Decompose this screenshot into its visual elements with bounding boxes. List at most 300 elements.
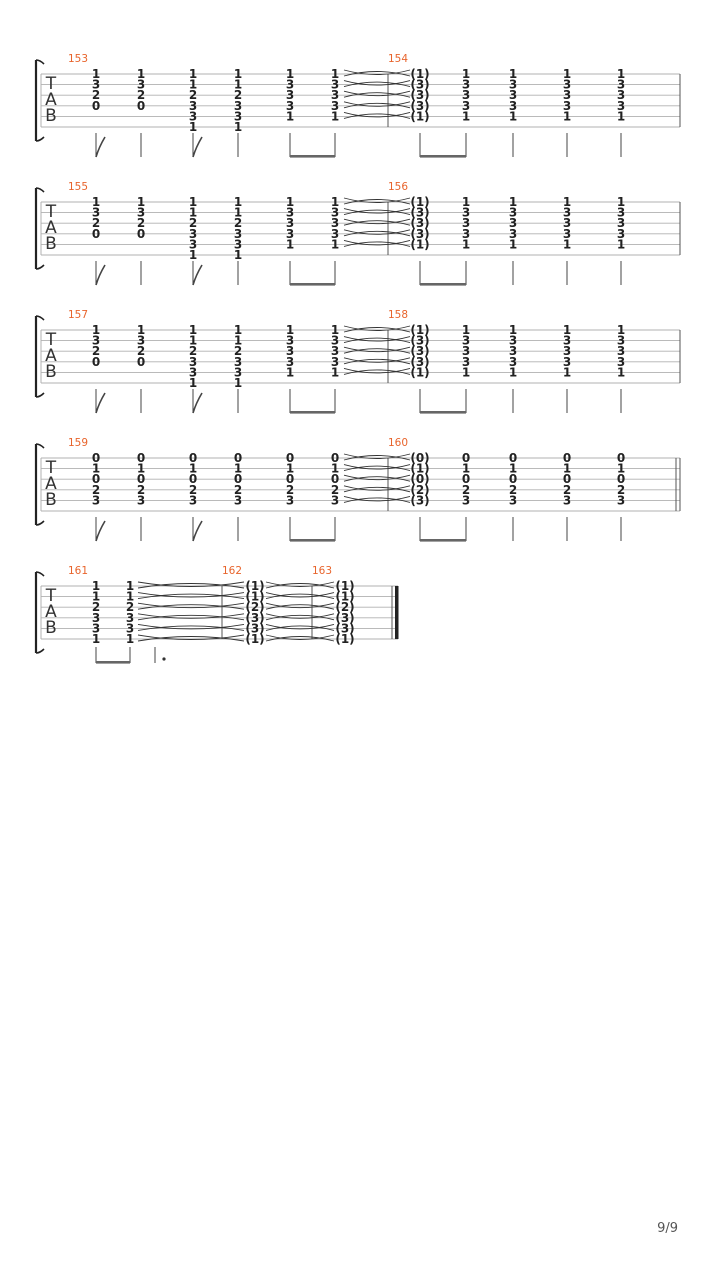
fret-number: 1 — [616, 109, 626, 124]
fret-number: 2 — [188, 482, 198, 497]
fret-number: 3 — [508, 333, 518, 348]
rhythm-beam — [420, 283, 466, 286]
fret-number: (3) — [335, 621, 355, 636]
rhythm-beam — [290, 283, 335, 286]
rhythm-beam — [96, 661, 130, 664]
fret-number: 2 — [616, 482, 626, 497]
fret-number: (1) — [335, 589, 355, 604]
fret-number: 0 — [91, 226, 101, 241]
fret-number: 3 — [616, 98, 626, 113]
bracket-bottom-hook — [36, 521, 44, 525]
fret-number: (2) — [245, 600, 265, 615]
fret-number: 0 — [508, 451, 518, 465]
fret-number: (1) — [335, 579, 355, 593]
fret-number: 3 — [616, 344, 626, 359]
fret-number: (3) — [410, 344, 430, 359]
fret-number: 1 — [562, 109, 572, 124]
fret-number: 1 — [461, 67, 471, 81]
fret-number: 0 — [285, 451, 295, 465]
fret-number: 3 — [330, 354, 340, 369]
fret-number: 3 — [330, 205, 340, 220]
fret-number: 3 — [616, 493, 626, 508]
fret-number: (2) — [335, 600, 355, 615]
fret-number: (3) — [410, 88, 430, 103]
fret-number: 2 — [91, 600, 101, 615]
fret-number: 2 — [91, 216, 101, 231]
final-barline — [395, 586, 399, 639]
fret-number: 1 — [91, 195, 101, 209]
fret-number: 1 — [233, 120, 243, 134]
fret-number: 1 — [91, 323, 101, 337]
fret-number: 0 — [616, 451, 626, 465]
fret-number: 0 — [461, 451, 471, 465]
fret-number: 3 — [461, 354, 471, 369]
fret-number: 1 — [461, 323, 471, 337]
fret-number: 3 — [330, 77, 340, 92]
fret-number: 0 — [616, 472, 626, 487]
fret-number: 3 — [285, 98, 295, 113]
fret-number: 1 — [562, 461, 572, 476]
rhythm-dot — [162, 657, 165, 660]
fret-number: 3 — [233, 365, 243, 380]
fret-number: 1 — [233, 376, 243, 390]
fret-number: 1 — [285, 195, 295, 209]
fret-number: 3 — [562, 205, 572, 220]
fret-number: 3 — [188, 226, 198, 241]
fret-number: 0 — [136, 98, 146, 113]
tab-clef-letter: B — [45, 362, 57, 382]
fret-number: 1 — [616, 195, 626, 209]
fret-number: 3 — [562, 88, 572, 103]
fret-number: 2 — [188, 344, 198, 359]
fret-number: 3 — [508, 77, 518, 92]
fret-number: 1 — [616, 237, 626, 252]
fret-number: 1 — [330, 323, 340, 337]
fret-number: 1 — [233, 323, 243, 337]
measure-number: 161 — [68, 565, 89, 577]
fret-number: 3 — [188, 365, 198, 380]
measure-number: 157 — [68, 309, 89, 321]
fret-number: 1 — [562, 323, 572, 337]
fret-number: 1 — [285, 461, 295, 476]
fret-number: 1 — [136, 461, 146, 476]
fret-number: 0 — [330, 472, 340, 487]
rhythm-flag — [193, 137, 202, 157]
fret-number: 3 — [285, 493, 295, 508]
fret-number: 1 — [616, 323, 626, 337]
fret-number: 3 — [562, 354, 572, 369]
bracket-top-hook — [36, 572, 44, 576]
fret-number: 2 — [125, 600, 135, 615]
fret-number: 3 — [562, 493, 572, 508]
fret-number: 3 — [136, 205, 146, 220]
rhythm-beam — [420, 539, 466, 542]
fret-number: 1 — [285, 323, 295, 337]
fret-number: 3 — [616, 77, 626, 92]
fret-number: 1 — [330, 461, 340, 476]
fret-number: 0 — [91, 451, 101, 465]
fret-number: 1 — [616, 461, 626, 476]
measure-number: 162 — [222, 565, 243, 577]
tab-clef-letter: A — [45, 346, 57, 366]
rhythm-flag — [96, 521, 105, 541]
tab-clef-letter: T — [45, 330, 57, 350]
fret-number: 1 — [285, 109, 295, 124]
fret-number: 1 — [233, 461, 243, 476]
fret-number: (1) — [410, 365, 430, 380]
fret-number: (1) — [410, 67, 430, 81]
fret-number: 3 — [285, 333, 295, 348]
fret-number: 3 — [562, 333, 572, 348]
fret-number: 2 — [188, 88, 198, 103]
fret-number: 1 — [233, 67, 243, 81]
fret-number: 3 — [285, 88, 295, 103]
fret-number: 3 — [461, 493, 471, 508]
fret-number: 1 — [562, 365, 572, 380]
fret-number: 0 — [91, 98, 101, 113]
fret-number: 1 — [330, 237, 340, 252]
fret-number: 3 — [562, 77, 572, 92]
fret-number: 3 — [285, 226, 295, 241]
tab-clef-letter: T — [45, 586, 57, 606]
rhythm-flag — [96, 393, 105, 413]
fret-number: 1 — [188, 120, 198, 134]
fret-number: 1 — [285, 237, 295, 252]
fret-number: 3 — [616, 216, 626, 231]
fret-number: 1 — [233, 195, 243, 209]
fret-number: 3 — [136, 333, 146, 348]
fret-number: 2 — [136, 482, 146, 497]
fret-number: 2 — [91, 482, 101, 497]
tab-clef-letter: B — [45, 234, 57, 254]
fret-number: 0 — [562, 451, 572, 465]
tab-clef-letter: B — [45, 490, 57, 510]
fret-number: 3 — [508, 344, 518, 359]
fret-number: (3) — [410, 98, 430, 113]
fret-number: 1 — [330, 67, 340, 81]
fret-number: (1) — [410, 461, 430, 476]
fret-number: 0 — [136, 354, 146, 369]
fret-number: 3 — [562, 226, 572, 241]
rhythm-beam — [290, 411, 335, 414]
fret-number: 3 — [285, 216, 295, 231]
fret-number: 2 — [136, 344, 146, 359]
fret-number: 3 — [91, 333, 101, 348]
tab-clef-letter: T — [45, 202, 57, 222]
fret-number: 1 — [136, 323, 146, 337]
fret-number: 3 — [285, 344, 295, 359]
fret-number: (1) — [245, 632, 265, 646]
fret-number: 3 — [562, 344, 572, 359]
tab-clef-letter: B — [45, 618, 57, 638]
fret-number: 0 — [233, 451, 243, 465]
fret-number: 1 — [461, 109, 471, 124]
fret-number: 3 — [616, 88, 626, 103]
tab-clef-letter: A — [45, 90, 57, 110]
fret-number: 1 — [330, 365, 340, 380]
fret-number: 3 — [616, 333, 626, 348]
fret-number: 3 — [188, 354, 198, 369]
fret-number: 3 — [508, 216, 518, 231]
fret-number: (3) — [410, 77, 430, 92]
fret-number: 3 — [508, 205, 518, 220]
fret-number: 1 — [125, 579, 135, 593]
rhythm-flag — [193, 265, 202, 285]
fret-number: 1 — [233, 248, 243, 262]
rhythm-beam — [420, 155, 466, 158]
fret-number: 3 — [285, 205, 295, 220]
fret-number: (1) — [410, 109, 430, 124]
fret-number: 2 — [91, 344, 101, 359]
fret-number: (1) — [410, 323, 430, 337]
rhythm-flag — [96, 265, 105, 285]
fret-number: 3 — [330, 98, 340, 113]
fret-number: 2 — [508, 482, 518, 497]
fret-number: 2 — [461, 482, 471, 497]
fret-number: (0) — [410, 472, 430, 487]
fret-number: 3 — [330, 344, 340, 359]
fret-number: 1 — [508, 237, 518, 252]
fret-number: 3 — [461, 344, 471, 359]
tab-clef-letter: T — [45, 74, 57, 94]
fret-number: (0) — [410, 451, 430, 465]
fret-number: 3 — [461, 88, 471, 103]
fret-number: 1 — [562, 237, 572, 252]
fret-number: 3 — [233, 493, 243, 508]
fret-number: (3) — [410, 226, 430, 241]
fret-number: 2 — [233, 88, 243, 103]
fret-number: 3 — [91, 205, 101, 220]
bracket-top-hook — [36, 444, 44, 448]
rhythm-beam — [290, 539, 335, 542]
bracket-bottom-hook — [36, 393, 44, 397]
fret-number: 1 — [188, 195, 198, 209]
fret-number: 1 — [188, 67, 198, 81]
fret-number: 1 — [285, 67, 295, 81]
fret-number: 2 — [233, 344, 243, 359]
fret-number: 1 — [562, 195, 572, 209]
fret-number: 1 — [188, 376, 198, 390]
fret-number: 0 — [461, 472, 471, 487]
fret-number: 3 — [461, 205, 471, 220]
fret-number: 1 — [188, 323, 198, 337]
fret-number: 3 — [562, 98, 572, 113]
fret-number: 3 — [188, 98, 198, 113]
tab-clef-letter: A — [45, 218, 57, 238]
fret-number: 3 — [285, 354, 295, 369]
fret-number: 3 — [330, 333, 340, 348]
fret-number: 2 — [285, 482, 295, 497]
fret-number: 3 — [616, 226, 626, 241]
fret-number: 3 — [508, 226, 518, 241]
fret-number: 2 — [188, 216, 198, 231]
fret-number: 1 — [91, 632, 101, 646]
fret-number: 1 — [91, 589, 101, 604]
fret-number: 1 — [508, 323, 518, 337]
fret-number: (3) — [335, 610, 355, 625]
fret-number: 1 — [233, 77, 243, 92]
fret-number: (3) — [245, 621, 265, 636]
fret-number: 0 — [562, 472, 572, 487]
fret-number: 1 — [508, 109, 518, 124]
fret-number: (3) — [410, 354, 430, 369]
fret-number: (3) — [410, 216, 430, 231]
fret-number: 3 — [616, 354, 626, 369]
fret-number: 2 — [91, 88, 101, 103]
fret-number: 1 — [125, 589, 135, 604]
bracket-bottom-hook — [36, 649, 44, 653]
page-number: 9/9 — [657, 1221, 678, 1236]
fret-number: 1 — [188, 333, 198, 348]
fret-number: (3) — [410, 493, 430, 508]
fret-number: (1) — [335, 632, 355, 646]
fret-number: 0 — [330, 451, 340, 465]
fret-number: (3) — [410, 205, 430, 220]
fret-number: 1 — [461, 461, 471, 476]
fret-number: 1 — [188, 248, 198, 262]
fret-number: 1 — [91, 579, 101, 593]
rhythm-flag — [96, 137, 105, 157]
fret-number: 3 — [562, 216, 572, 231]
tab-clef-letter: T — [45, 458, 57, 478]
fret-number: 3 — [233, 237, 243, 252]
rhythm-beam — [420, 411, 466, 414]
measure-number: 155 — [68, 181, 89, 193]
fret-number: 3 — [136, 77, 146, 92]
fret-number: 3 — [91, 621, 101, 636]
fret-number: 1 — [188, 461, 198, 476]
fret-number: 0 — [91, 354, 101, 369]
fret-number: 2 — [136, 216, 146, 231]
fret-number: 3 — [233, 98, 243, 113]
fret-number: 1 — [508, 365, 518, 380]
fret-number: 3 — [461, 216, 471, 231]
fret-number: 3 — [330, 88, 340, 103]
fret-number: 1 — [136, 67, 146, 81]
fret-number: 3 — [461, 333, 471, 348]
bracket-bottom-hook — [36, 137, 44, 141]
fret-number: 1 — [461, 365, 471, 380]
fret-number: 3 — [233, 226, 243, 241]
fret-number: 1 — [562, 67, 572, 81]
fret-number: 2 — [330, 482, 340, 497]
fret-number: 3 — [330, 226, 340, 241]
fret-number: 3 — [285, 77, 295, 92]
measure-number: 154 — [388, 53, 409, 65]
fret-number: 1 — [616, 365, 626, 380]
measure-number: 158 — [388, 309, 409, 321]
bracket-bottom-hook — [36, 265, 44, 269]
fret-number: 3 — [125, 610, 135, 625]
fret-number: 1 — [330, 109, 340, 124]
fret-number: 2 — [136, 88, 146, 103]
measure-number: 163 — [312, 565, 333, 577]
fret-number: 1 — [136, 195, 146, 209]
fret-number: 1 — [233, 333, 243, 348]
bracket-top-hook — [36, 60, 44, 64]
fret-number: 2 — [233, 482, 243, 497]
fret-number: 3 — [188, 493, 198, 508]
fret-number: 3 — [188, 237, 198, 252]
fret-number: 3 — [233, 354, 243, 369]
fret-number: 3 — [461, 77, 471, 92]
fret-number: 0 — [136, 451, 146, 465]
fret-number: 1 — [285, 365, 295, 380]
fret-number: 3 — [508, 354, 518, 369]
measure-number: 153 — [68, 53, 89, 65]
tab-clef-letter: B — [45, 106, 57, 126]
fret-number: 0 — [188, 451, 198, 465]
fret-number: 3 — [508, 493, 518, 508]
fret-number: 1 — [91, 67, 101, 81]
bracket-top-hook — [36, 188, 44, 192]
tab-clef-letter: A — [45, 474, 57, 494]
fret-number: 2 — [562, 482, 572, 497]
fret-number: 3 — [125, 621, 135, 636]
fret-number: 0 — [136, 226, 146, 241]
rhythm-flag — [193, 393, 202, 413]
fret-number: (1) — [245, 589, 265, 604]
bracket-top-hook — [36, 316, 44, 320]
fret-number: (1) — [245, 579, 265, 593]
fret-number: 0 — [188, 472, 198, 487]
fret-number: 1 — [616, 67, 626, 81]
fret-number: 1 — [91, 461, 101, 476]
fret-number: 1 — [508, 195, 518, 209]
fret-number: 1 — [508, 67, 518, 81]
fret-number: 3 — [461, 98, 471, 113]
fret-number: 3 — [91, 610, 101, 625]
fret-number: 0 — [136, 472, 146, 487]
fret-number: 0 — [91, 472, 101, 487]
fret-number: 0 — [285, 472, 295, 487]
fret-number: 3 — [136, 493, 146, 508]
fret-number: 1 — [233, 205, 243, 220]
fret-number: 1 — [461, 237, 471, 252]
fret-number: 3 — [616, 205, 626, 220]
fret-number: 3 — [508, 98, 518, 113]
tab-clef-letter: A — [45, 602, 57, 622]
measure-number: 156 — [388, 181, 409, 193]
rhythm-beam — [290, 155, 335, 158]
fret-number: 3 — [188, 109, 198, 124]
fret-number: 1 — [461, 195, 471, 209]
fret-number: (3) — [410, 333, 430, 348]
fret-number: 3 — [91, 77, 101, 92]
measure-number: 160 — [388, 437, 409, 449]
fret-number: 1 — [188, 77, 198, 92]
fret-number: 3 — [508, 88, 518, 103]
fret-number: (1) — [410, 195, 430, 209]
fret-number: (2) — [410, 482, 430, 497]
fret-number: (1) — [410, 237, 430, 252]
measure-number: 159 — [68, 437, 89, 449]
fret-number: 1 — [125, 632, 135, 646]
fret-number: 3 — [461, 226, 471, 241]
fret-number: 3 — [233, 109, 243, 124]
fret-number: 3 — [330, 216, 340, 231]
fret-number: 3 — [91, 493, 101, 508]
fret-number: 1 — [330, 195, 340, 209]
fret-number: 3 — [330, 493, 340, 508]
fret-number: 0 — [233, 472, 243, 487]
fret-number: 0 — [508, 472, 518, 487]
fret-number: 1 — [188, 205, 198, 220]
fret-number: (3) — [245, 610, 265, 625]
fret-number: 2 — [233, 216, 243, 231]
fret-number: 1 — [508, 461, 518, 476]
rhythm-flag — [193, 521, 202, 541]
